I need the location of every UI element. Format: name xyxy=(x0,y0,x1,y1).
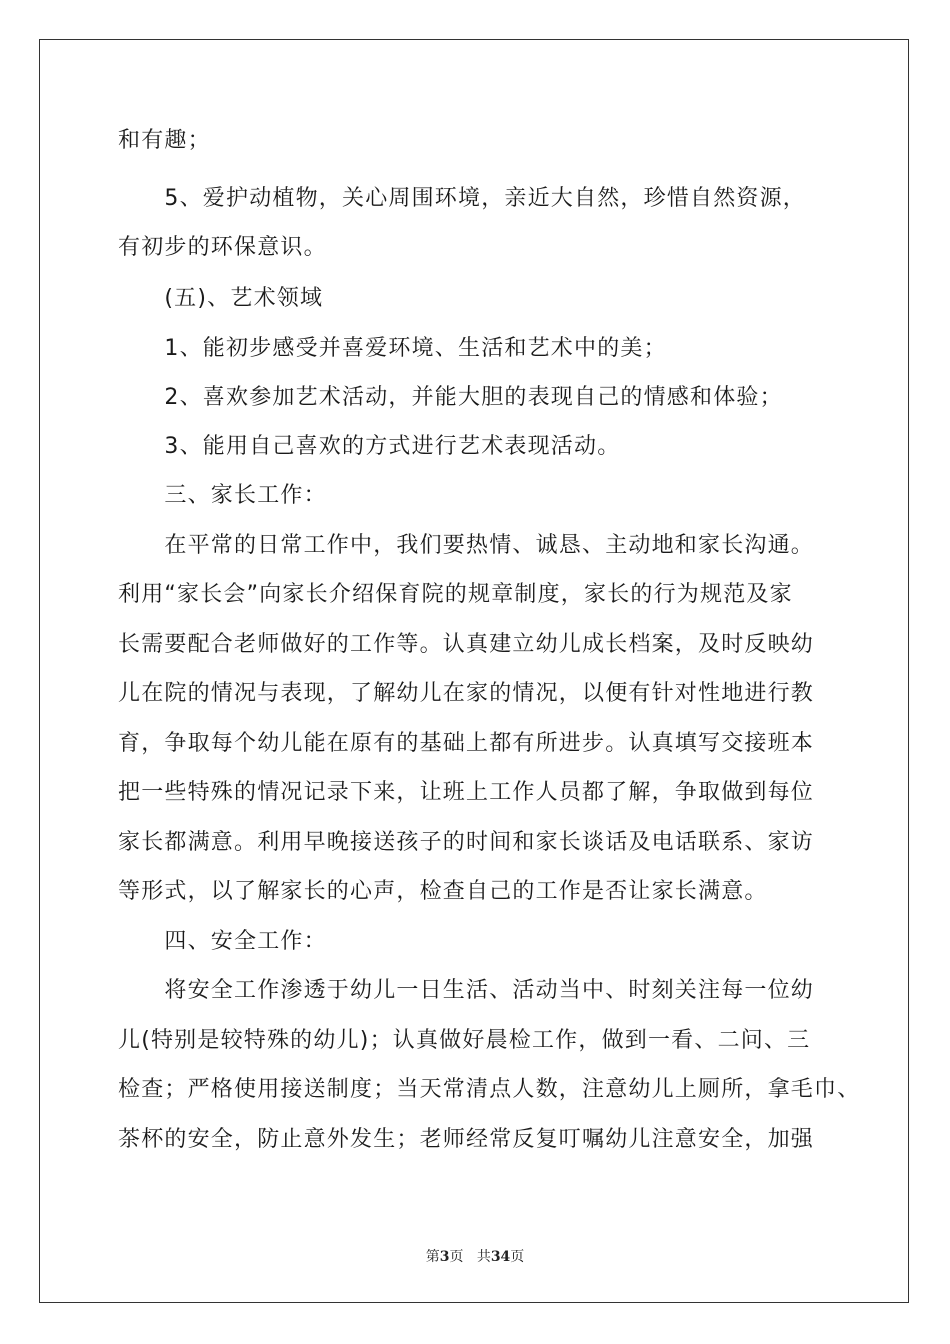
text-line: 5、爱护动植物，关心周围环境，亲近大自然，珍惜自然资源， xyxy=(118,186,806,211)
text-line: 3、能用自己喜欢的方式进行艺术表现活动。 xyxy=(118,434,621,459)
text-line: 四、安全工作： xyxy=(118,929,327,954)
page-prefix: 第 xyxy=(425,1249,440,1265)
text-line: 长需要配合老师做好的工作等。认真建立幼儿成长档案，及时反映幼 xyxy=(118,632,815,657)
text-line: (五)、艺术领域 xyxy=(118,286,324,311)
text-line: 儿在院的情况与表现，了解幼儿在家的情况，以便有针对性地进行教 xyxy=(118,681,815,706)
text-line: 家长都满意。利用早晚接送孩子的时间和家长谈话及电话联系、家访 xyxy=(118,830,815,855)
text-line: 儿(特别是较特殊的幼儿)；认真做好晨检工作，做到一看、二问、三 xyxy=(118,1028,811,1053)
text-line: 等形式，以了解家长的心声，检查自己的工作是否让家长满意。 xyxy=(118,879,768,904)
total-pages: 34 xyxy=(490,1249,511,1265)
text-line: 有初步的环保意识。 xyxy=(118,235,327,260)
total-suffix: 页 xyxy=(510,1249,525,1265)
page-footer xyxy=(0,1248,950,1266)
page-suffix: 页 xyxy=(449,1249,464,1265)
text-line: 和有趣； xyxy=(118,128,211,153)
text-line: 2、喜欢参加艺术活动，并能大胆的表现自己的情感和体验； xyxy=(118,385,783,410)
text-line: 把一些特殊的情况记录下来，让班上工作人员都了解，争取做到每位 xyxy=(118,780,815,805)
text-line: 在平常的日常工作中，我们要热情、诚恳、主动地和家长沟通。 xyxy=(118,533,815,558)
text-line: 检查；严格使用接送制度；当天常清点人数，注意幼儿上厕所，拿毛巾、 xyxy=(118,1077,861,1102)
text-line: 将安全工作渗透于幼儿一日生活、活动当中、时刻关注每一位幼 xyxy=(118,978,815,1003)
page-number: 3 xyxy=(439,1249,450,1265)
text-line: 育，争取每个幼儿能在原有的基础上都有所进步。认真填写交接班本 xyxy=(118,731,815,756)
text-line: 利用“家长会”向家长介绍保育院的规章制度，家长的行为规范及家 xyxy=(118,582,793,607)
page-border xyxy=(39,39,909,1303)
total-prefix: 共 xyxy=(476,1249,491,1265)
text-line: 1、能初步感受并喜爱环境、生活和艺术中的美； xyxy=(118,336,667,361)
text-line: 茶杯的安全，防止意外发生；老师经常反复叮嘱幼儿注意安全，加强 xyxy=(118,1127,815,1152)
text-line: 三、家长工作： xyxy=(118,483,327,508)
